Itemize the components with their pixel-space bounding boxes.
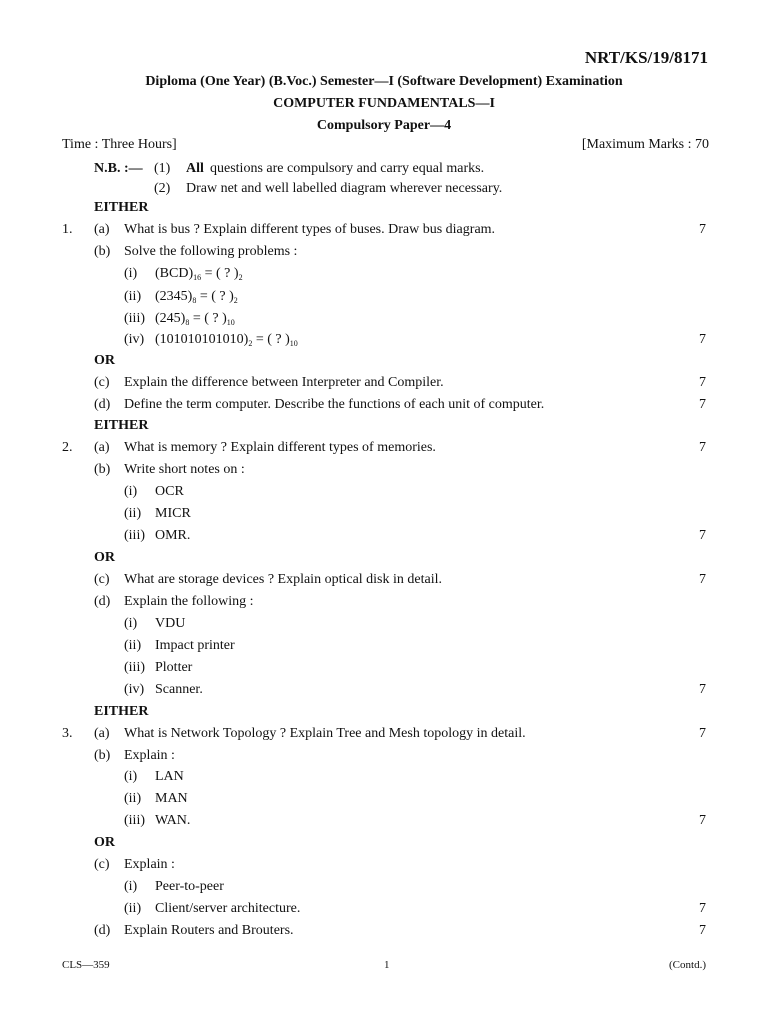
- paper-title: Compulsory Paper—4: [316, 118, 452, 133]
- question-1a: [0, 220, 768, 240]
- nb-note-emphasis: All: [186, 161, 204, 176]
- marks: 7: [699, 901, 706, 916]
- subpart: [0, 482, 768, 502]
- nb-note-1: [0, 159, 768, 179]
- or-label: OR: [94, 835, 115, 850]
- subpart-label: (i): [124, 616, 138, 631]
- either-label: EITHER: [94, 704, 149, 719]
- question-number: 2.: [62, 440, 73, 455]
- page-number: 1: [384, 959, 390, 971]
- subpart: [0, 309, 768, 329]
- question-1b: [0, 242, 768, 262]
- conversion-problem: $(2345)_8$ = ( ? )$_2$: [155, 289, 238, 305]
- subpart: [0, 264, 768, 284]
- subpart-label: (iii): [124, 660, 145, 675]
- question-text: What are storage devices ? Explain optical disk in detail.: [124, 572, 442, 587]
- subject-title: COMPUTER FUNDAMENTALS—I: [273, 96, 495, 111]
- subpart-label: (iv): [124, 332, 145, 347]
- continued-label: (Contd.): [669, 959, 706, 971]
- subpart-label: (i): [124, 484, 138, 499]
- subpart: [0, 811, 768, 831]
- part-label: (c): [94, 375, 110, 390]
- nb-note-2: [0, 179, 768, 199]
- either-label: EITHER: [94, 200, 149, 215]
- question-text: What is memory ? Explain different types of memories.: [124, 440, 436, 455]
- question-3c: [0, 855, 768, 875]
- question-text: Solve the following problems :: [124, 244, 298, 259]
- question-3d: [0, 921, 768, 941]
- question-3b: [0, 746, 768, 766]
- or-label: OR: [94, 550, 115, 565]
- subpart-text: Client/server architecture.: [155, 901, 301, 916]
- subpart: [0, 658, 768, 678]
- conversion-problem: $(BCD)_{16}$ = ( ? )$_2$: [155, 266, 243, 282]
- nb-label: N.B. :—: [94, 161, 143, 176]
- question-text: What is Network Topology ? Explain Tree and Mesh topology in detail.: [124, 726, 526, 741]
- question-text: Explain :: [124, 748, 175, 763]
- subpart: [0, 767, 768, 787]
- marks: 7: [699, 682, 706, 697]
- part-label: (d): [94, 923, 111, 938]
- marks: 7: [699, 397, 706, 412]
- nb-note-text: Draw net and well labelled diagram wherever necessary.: [186, 181, 503, 196]
- part-label: (c): [94, 857, 110, 872]
- question-1c: [0, 373, 768, 393]
- question-2d: [0, 592, 768, 612]
- part-label: (a): [94, 440, 110, 455]
- question-number: 3.: [62, 726, 73, 741]
- subpart-text: WAN.: [155, 813, 191, 828]
- marks: 7: [699, 375, 706, 390]
- subpart-text: MICR: [155, 506, 191, 521]
- subpart-text: OCR: [155, 484, 184, 499]
- marks: 7: [699, 813, 706, 828]
- subpart-label: (ii): [124, 289, 142, 304]
- question-text: What is bus ? Explain different types of buses. Draw bus diagram.: [124, 222, 496, 237]
- part-label: (a): [94, 726, 110, 741]
- subpart-label: (ii): [124, 791, 142, 806]
- subpart-text: Peer-to-peer: [155, 879, 224, 894]
- question-text: Explain Routers and Brouters.: [124, 923, 294, 938]
- part-label: (d): [94, 397, 111, 412]
- subpart-label: (iii): [124, 813, 145, 828]
- subpart: [0, 287, 768, 307]
- subpart-text: LAN: [155, 769, 184, 784]
- nb-note-number: (2): [154, 181, 171, 196]
- subpart-label: (ii): [124, 901, 142, 916]
- question-2b: [0, 460, 768, 480]
- subpart-label: (ii): [124, 638, 142, 653]
- part-label: (a): [94, 222, 110, 237]
- marks: 7: [699, 528, 706, 543]
- or-label: OR: [94, 353, 115, 368]
- marks: 7: [699, 222, 706, 237]
- question-1d: [0, 395, 768, 415]
- question-3a: [0, 724, 768, 744]
- subpart: [0, 504, 768, 524]
- marks: 7: [699, 572, 706, 587]
- question-text: Define the term computer. Describe the functions of each unit of computer.: [124, 397, 545, 412]
- subpart-label: (i): [124, 266, 138, 281]
- part-label: (d): [94, 594, 111, 609]
- document-code: NRT/KS/19/8171: [584, 48, 708, 67]
- subpart: [0, 680, 768, 700]
- question-text: Explain the difference between Interpreter and Compiler.: [124, 375, 444, 390]
- subpart: [0, 526, 768, 546]
- question-2a: [0, 438, 768, 458]
- subpart-text: Impact printer: [155, 638, 235, 653]
- marks: 7: [699, 440, 706, 455]
- subpart-label: (ii): [124, 506, 142, 521]
- exam-title: Diploma (One Year) (B.Voc.) Semester—I (Software Development) Examination: [145, 74, 623, 89]
- subpart-text: OMR.: [155, 528, 191, 543]
- part-label: (b): [94, 244, 111, 259]
- question-text: Write short notes on :: [124, 462, 245, 477]
- time-allowed: Time : Three Hours]: [62, 137, 177, 152]
- subpart: [0, 636, 768, 656]
- part-label: (b): [94, 748, 111, 763]
- subpart-text: Scanner.: [155, 682, 203, 697]
- conversion-problem: $(101010101010)_2$ = ( ? )$_{10}$: [155, 332, 298, 348]
- conversion-problem: $(245)_8$ = ( ? )$_{10}$: [155, 311, 235, 327]
- subpart: [0, 899, 768, 919]
- subpart-label: (i): [124, 879, 138, 894]
- question-2c: [0, 570, 768, 590]
- question-number: 1.: [62, 222, 73, 237]
- subpart: [0, 614, 768, 634]
- subpart: [0, 789, 768, 809]
- subpart: [0, 330, 768, 350]
- either-label: EITHER: [94, 418, 149, 433]
- footer-code: CLS—359: [62, 959, 110, 971]
- maximum-marks: [Maximum Marks : 70: [581, 137, 709, 152]
- subpart-text: MAN: [155, 791, 188, 806]
- subpart-label: (iii): [124, 311, 145, 326]
- subpart-label: (iv): [124, 682, 145, 697]
- subpart: [0, 877, 768, 897]
- subpart-text: VDU: [155, 616, 186, 631]
- marks: 7: [699, 726, 706, 741]
- subpart-text: Plotter: [155, 660, 193, 675]
- nb-note-number: (1): [154, 161, 171, 176]
- part-label: (c): [94, 572, 110, 587]
- marks: 7: [699, 332, 706, 347]
- marks: 7: [699, 923, 706, 938]
- question-text: Explain :: [124, 857, 175, 872]
- nb-note-text: questions are compulsory and carry equal marks.: [210, 161, 485, 176]
- subpart-label: (i): [124, 769, 138, 784]
- question-text: Explain the following :: [124, 594, 254, 609]
- subpart-label: (iii): [124, 528, 145, 543]
- part-label: (b): [94, 462, 111, 477]
